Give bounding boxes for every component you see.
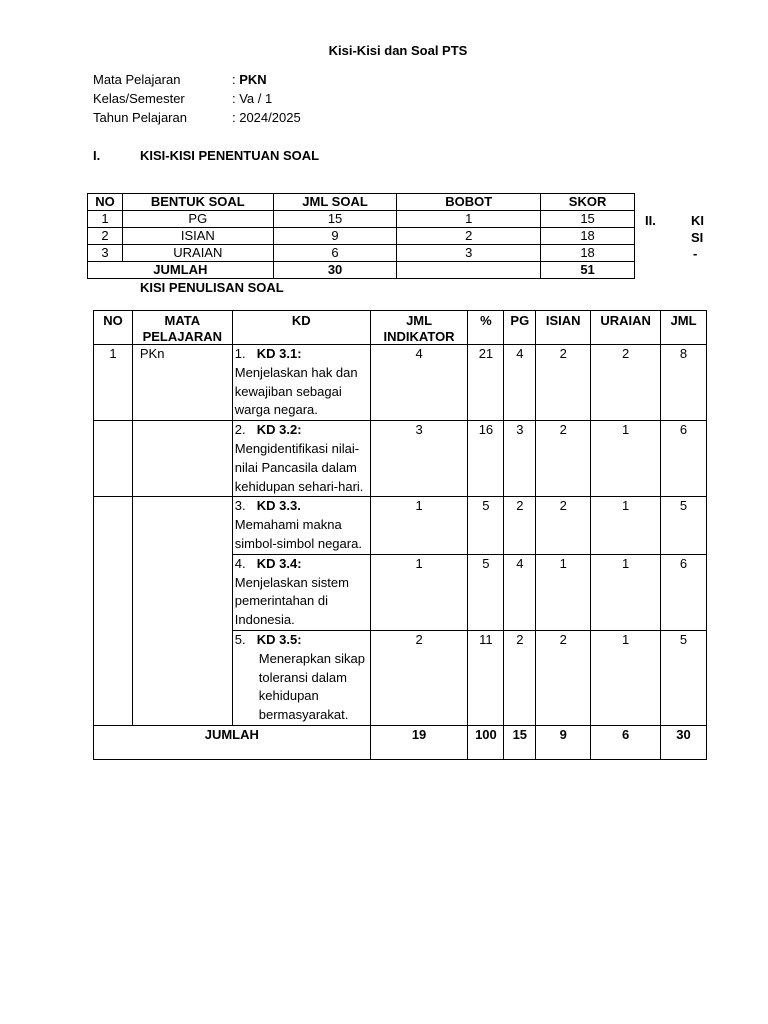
meta-value: : Va / 1 bbox=[232, 91, 273, 106]
meta-label: Mata Pelajaran bbox=[93, 72, 181, 87]
row-mapel bbox=[132, 497, 232, 554]
table-row bbox=[94, 497, 707, 554]
header-cell: KD bbox=[232, 311, 370, 345]
meta-label: Kelas/Semester bbox=[93, 91, 185, 106]
table-cell: 6 bbox=[273, 245, 397, 262]
kd-punct: : bbox=[297, 346, 302, 361]
header-cell: BENTUK SOAL bbox=[122, 194, 273, 211]
summary-table bbox=[87, 193, 635, 279]
table-row bbox=[94, 421, 707, 497]
kd-text: Menjelaskan sistem pemerintahan di Indonesia. bbox=[234, 574, 349, 628]
row-no bbox=[94, 421, 133, 497]
total-label: JUMLAH bbox=[94, 725, 371, 759]
kd-text: Memahami makna simbol-simbol negara. bbox=[234, 517, 362, 551]
row-no bbox=[94, 554, 133, 630]
row-jml: 5 bbox=[661, 497, 707, 554]
total-bobot bbox=[397, 262, 541, 279]
row-isian: 2 bbox=[536, 421, 591, 497]
row-persen: 11 bbox=[468, 630, 504, 725]
table-cell: 1 bbox=[88, 211, 123, 228]
header-cell: JML bbox=[661, 311, 707, 345]
total-label: JUMLAH bbox=[88, 262, 274, 279]
header-cell: SKOR bbox=[541, 194, 635, 211]
table-cell: 18 bbox=[541, 228, 635, 245]
header-cell: MATA PELAJARAN bbox=[132, 311, 232, 345]
total-persen: 100 bbox=[468, 725, 504, 759]
row-mapel: PKn bbox=[132, 345, 232, 421]
row-isian: 2 bbox=[536, 345, 591, 421]
row-mapel bbox=[132, 630, 232, 725]
row-jml: 6 bbox=[661, 554, 707, 630]
row-pg: 2 bbox=[504, 497, 536, 554]
kd-punct: : bbox=[297, 422, 302, 438]
header-cell: JML SOAL bbox=[273, 194, 397, 211]
kd-number: 4. bbox=[234, 555, 246, 571]
row-kd bbox=[232, 421, 370, 497]
kd-punct: : bbox=[297, 631, 302, 647]
row-no bbox=[94, 630, 133, 725]
table-row bbox=[88, 245, 635, 262]
total-pg: 15 bbox=[504, 725, 536, 759]
table-cell: 2 bbox=[397, 228, 541, 245]
table-cell: 15 bbox=[541, 211, 635, 228]
row-kd bbox=[232, 497, 370, 554]
section-heading: KISI-KISI PENENTUAN SOAL bbox=[140, 148, 320, 163]
row-jml: 8 bbox=[661, 345, 707, 421]
row-indikator: 1 bbox=[370, 497, 468, 554]
row-persen: 16 bbox=[468, 421, 504, 497]
row-isian: 2 bbox=[536, 630, 591, 725]
section-heading-fragment: KI bbox=[691, 213, 704, 228]
table-cell: 1 bbox=[397, 211, 541, 228]
header-cell: BOBOT bbox=[397, 194, 541, 211]
row-pg: 2 bbox=[504, 630, 536, 725]
kd-code: KD 3.1 bbox=[256, 346, 298, 361]
row-uraian: 1 bbox=[591, 630, 661, 725]
kd-number: 2. bbox=[234, 422, 246, 438]
table-cell: URAIAN bbox=[122, 245, 273, 262]
section-number: I. bbox=[93, 148, 101, 163]
row-kd bbox=[232, 554, 370, 630]
kd-number: 5. bbox=[234, 631, 246, 647]
row-isian: 2 bbox=[536, 497, 591, 554]
table-cell: 15 bbox=[273, 211, 397, 228]
section-heading-fragment: SI bbox=[691, 230, 704, 245]
table-total-row bbox=[88, 262, 635, 279]
meta-value-bold: PKN bbox=[239, 72, 267, 87]
header-cell: NO bbox=[94, 311, 133, 345]
row-persen: 21 bbox=[468, 345, 504, 421]
total-jml: 30 bbox=[661, 725, 707, 759]
meta-row-subject bbox=[93, 72, 267, 87]
total-indikator: 19 bbox=[370, 725, 468, 759]
meta-value: : 2024/2025 bbox=[232, 110, 301, 125]
table-cell: 2 bbox=[88, 228, 123, 245]
kd-text: Menjelaskan hak dan kewajiban sebagai warga negara. bbox=[234, 364, 358, 418]
kd-code: KD 3.3 bbox=[256, 498, 298, 514]
row-jml: 5 bbox=[661, 630, 707, 725]
header-cell: % bbox=[468, 311, 504, 345]
document-title: Kisi-Kisi dan Soal PTS bbox=[328, 43, 468, 58]
table-header-row bbox=[94, 311, 707, 345]
table-row bbox=[88, 228, 635, 245]
kd-code: KD 3.2 bbox=[256, 422, 298, 438]
header-cell: NO bbox=[88, 194, 123, 211]
total-isian: 9 bbox=[536, 725, 591, 759]
row-kd bbox=[232, 345, 370, 421]
table-row bbox=[94, 345, 707, 421]
table-row bbox=[94, 554, 707, 630]
row-no bbox=[94, 497, 133, 554]
section-heading-fragment: - bbox=[693, 246, 698, 261]
row-indikator: 4 bbox=[370, 345, 468, 421]
row-pg: 3 bbox=[504, 421, 536, 497]
header-cell: ISIAN bbox=[536, 311, 591, 345]
row-indikator: 1 bbox=[370, 554, 468, 630]
header-cell: JML INDIKATOR bbox=[370, 311, 468, 345]
table-cell: 3 bbox=[88, 245, 123, 262]
table-header-row bbox=[88, 194, 635, 211]
meta-value: : bbox=[232, 72, 240, 87]
row-persen: 5 bbox=[468, 497, 504, 554]
kd-number: 3. bbox=[234, 498, 246, 514]
row-uraian: 1 bbox=[591, 421, 661, 497]
meta-row-year bbox=[93, 110, 301, 125]
row-no: 1 bbox=[94, 345, 133, 421]
section-heading: KISI PENULISAN SOAL bbox=[140, 280, 284, 295]
row-uraian: 2 bbox=[591, 345, 661, 421]
table-row bbox=[88, 211, 635, 228]
table-cell: 9 bbox=[273, 228, 397, 245]
table-cell: 3 bbox=[397, 245, 541, 262]
row-pg: 4 bbox=[504, 554, 536, 630]
indicator-table bbox=[93, 310, 707, 760]
total-skor: 51 bbox=[541, 262, 635, 279]
header-cell: URAIAN bbox=[591, 311, 661, 345]
total-jml-soal: 30 bbox=[273, 262, 397, 279]
row-isian: 1 bbox=[536, 554, 591, 630]
row-uraian: 1 bbox=[591, 497, 661, 554]
header-cell: PG bbox=[504, 311, 536, 345]
kd-text: Menerapkan sikap toleransi dalam kehidupan bermasyarakat. bbox=[258, 650, 365, 723]
table-row bbox=[94, 630, 707, 725]
meta-label: Tahun Pelajaran bbox=[93, 110, 187, 125]
meta-row-class bbox=[93, 91, 272, 106]
row-pg: 4 bbox=[504, 345, 536, 421]
row-indikator: 3 bbox=[370, 421, 468, 497]
kd-code: KD 3.5 bbox=[256, 631, 298, 647]
table-cell: PG bbox=[122, 211, 273, 228]
section-number: II. bbox=[645, 213, 656, 228]
row-kd bbox=[232, 630, 370, 725]
total-uraian: 6 bbox=[591, 725, 661, 759]
kd-punct: . bbox=[297, 498, 301, 514]
row-indikator: 2 bbox=[370, 630, 468, 725]
kd-text: Mengidentifikasi nilai-nilai Pancasila dalam kehidupan sehari-hari. bbox=[234, 440, 364, 494]
kd-number: 1. bbox=[234, 346, 246, 361]
kd-code: KD 3.4 bbox=[256, 555, 298, 571]
table-cell: ISIAN bbox=[122, 228, 273, 245]
row-jml: 6 bbox=[661, 421, 707, 497]
table-total-row bbox=[94, 725, 707, 759]
row-persen: 5 bbox=[468, 554, 504, 630]
kd-punct: : bbox=[297, 555, 302, 571]
row-mapel bbox=[132, 554, 232, 630]
table-cell: 18 bbox=[541, 245, 635, 262]
row-mapel bbox=[132, 421, 232, 497]
row-uraian: 1 bbox=[591, 554, 661, 630]
